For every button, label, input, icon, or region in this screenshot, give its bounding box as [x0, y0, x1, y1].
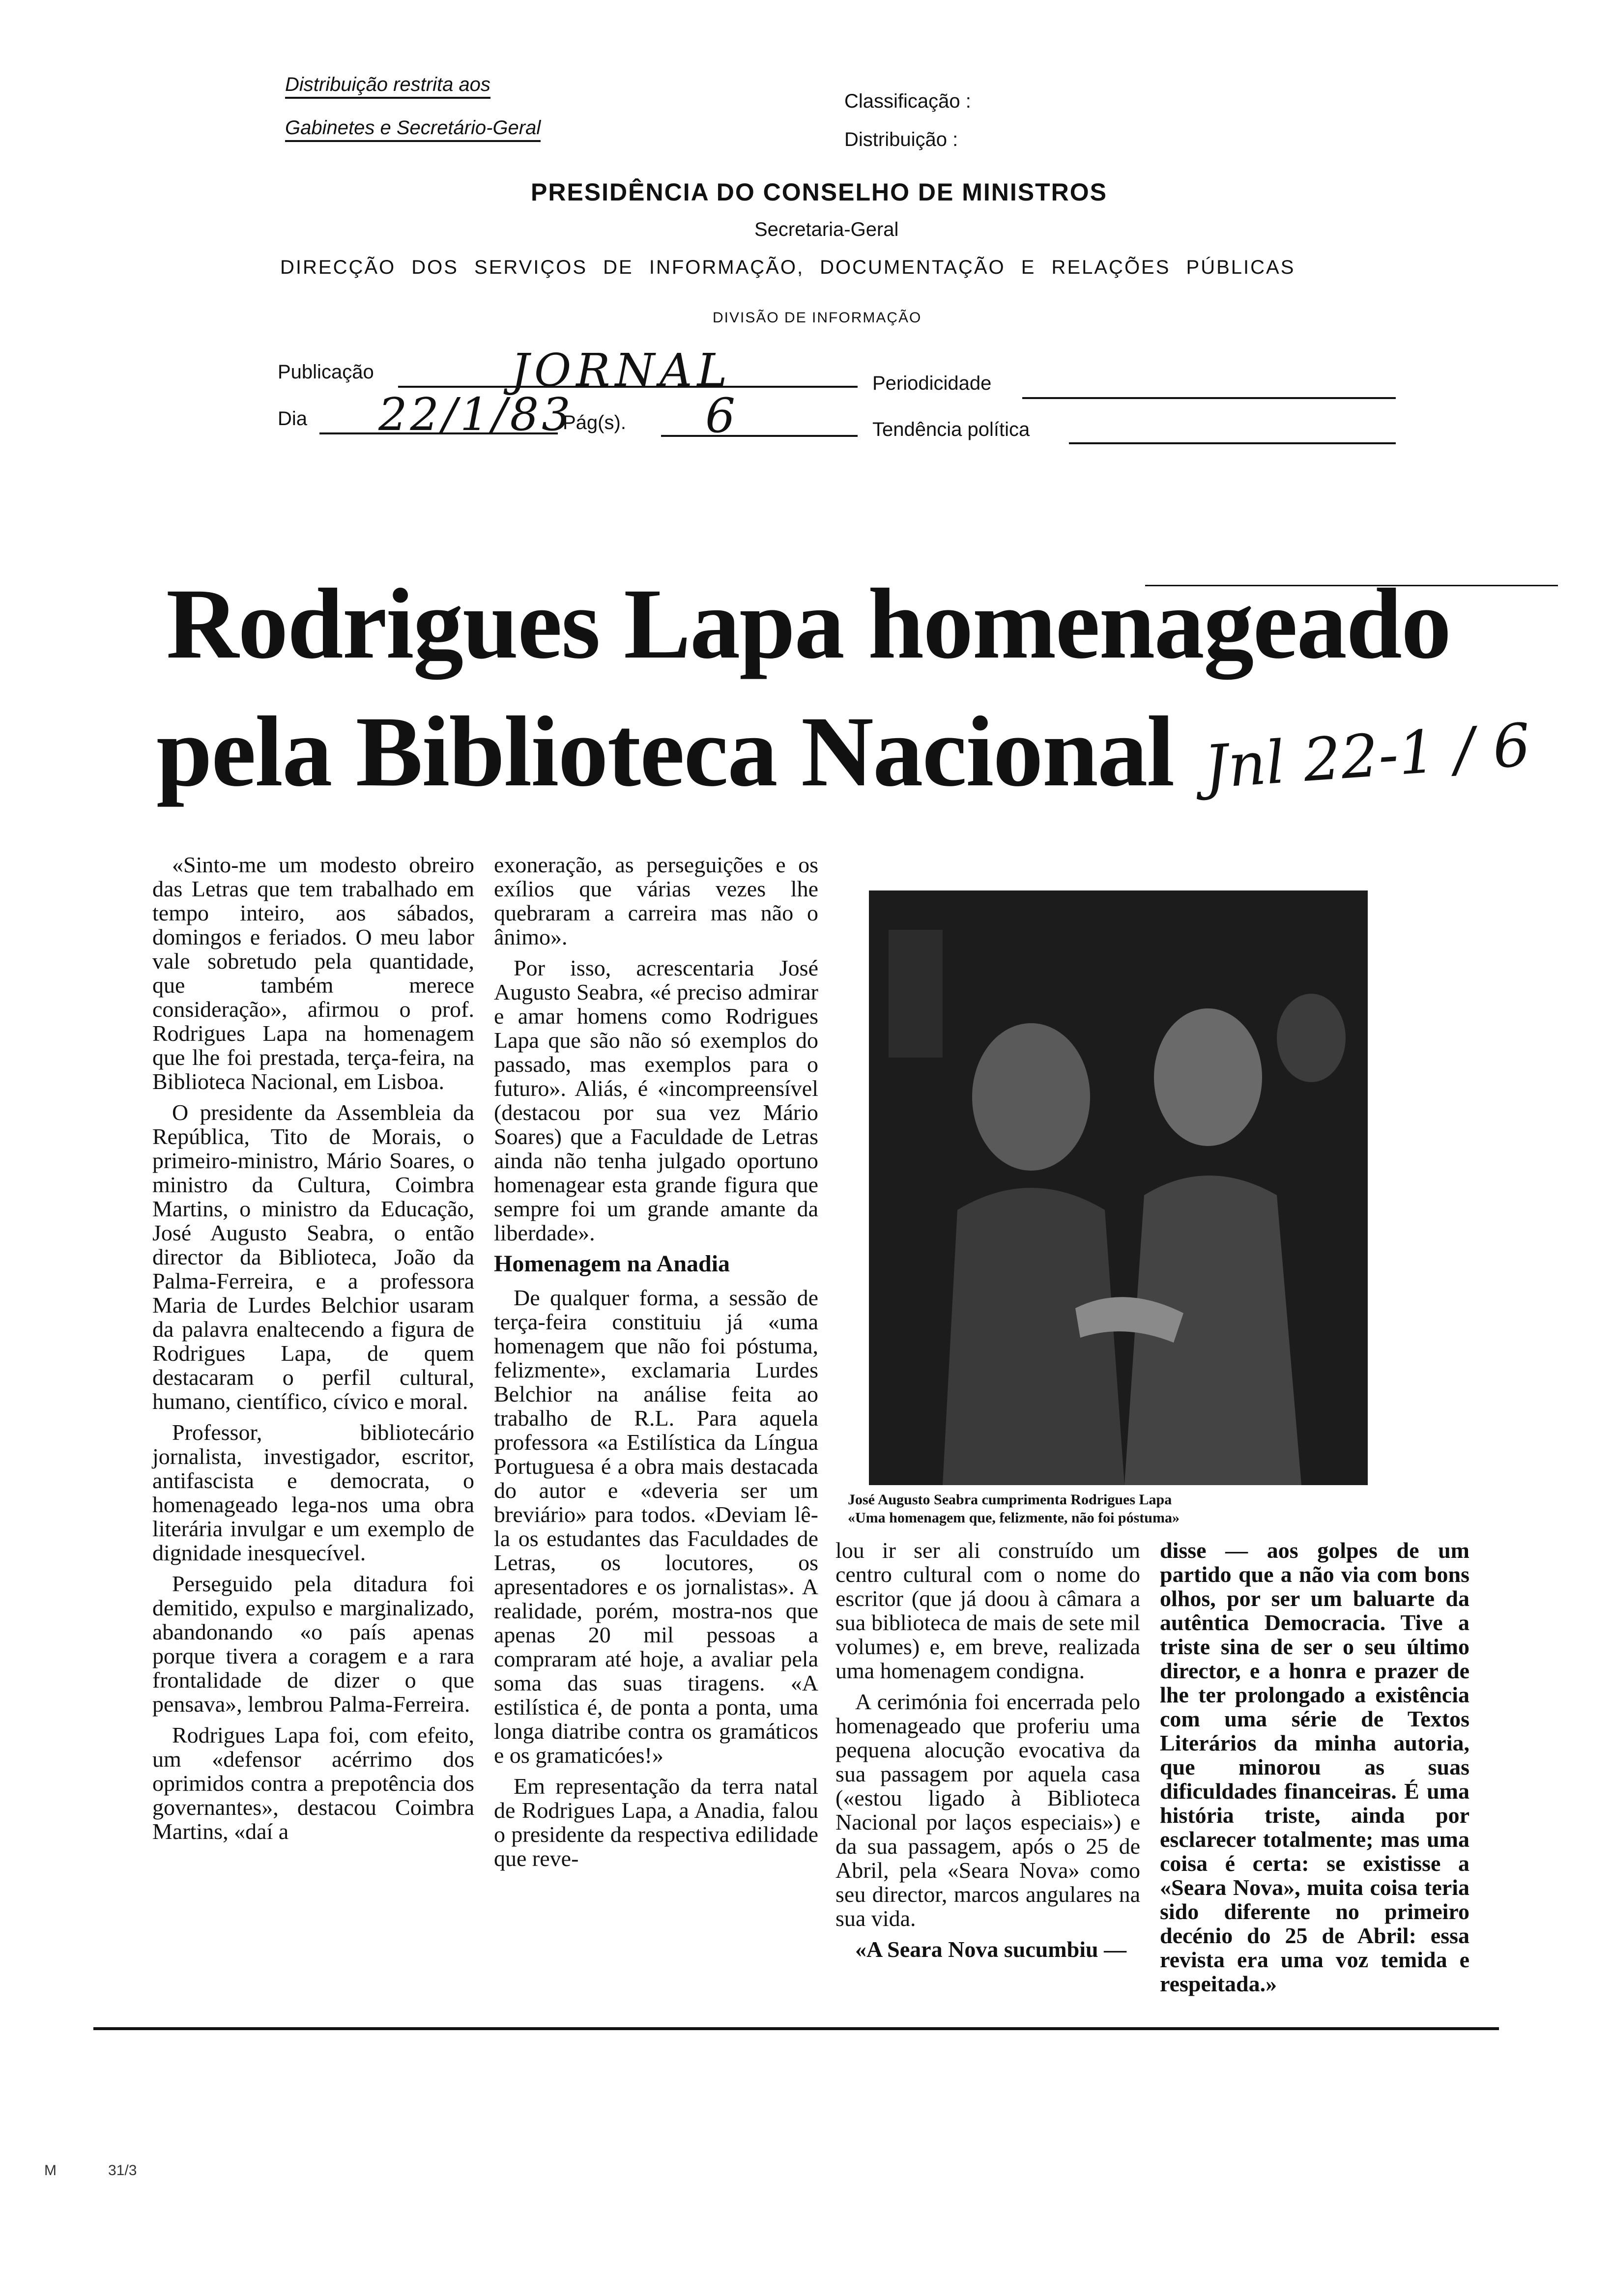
- photo-scene-icon: [869, 890, 1368, 1485]
- article-column-1: [152, 853, 474, 1850]
- dia-label: Dia: [278, 408, 308, 430]
- form-code-right: 31/3: [108, 2162, 137, 2179]
- paragraph: disse — aos golpes de um partido que a não via com bons olhos, por ser um baluarte da autêntica Democracia. Tive a triste sina de ser o seu último director, e a honra e prazer de lhe ter prolongado a existência com uma série de Textos Literários da minha autoria, que minorou as suas dificuldades financeiras. É uma história triste, ainda por esclarecer totalmente; mas uma coisa é certa: se existisse a «Seara Nova», muita coisa teria sido diferente no primeiro decénio do 25 de Abril: essa revista era uma voz temida e respeitada.»: [1160, 1538, 1469, 1996]
- pags-handwritten-value: 6: [705, 388, 736, 443]
- article-column-3: [835, 1538, 1140, 1968]
- headline-line2: pela Biblioteca Nacional: [156, 696, 1174, 807]
- paragraph: Por isso, acrescentaria José Augusto Seabra, «é preciso admirar e amar homens como Rodrigues Lapa que são não só exemplos do passado, mas exemplos para o futuro». Aliás, é «incompreensível (destacou por sua vez Mário Soares) que a Faculdade de Letras ainda não tenha julgado oportuno homenagear esta grande figura que sempre foi um grande amante da liberdade».: [494, 955, 818, 1245]
- tendencia-label: Tendência política: [872, 419, 1030, 440]
- photo-caption-line2: «Uma homenagem que, felizmente, não foi póstuma»: [848, 1510, 1180, 1526]
- restricted-distribution-line1: Distribuição restrita aos: [285, 74, 490, 99]
- article-column-4: [1160, 1538, 1469, 2003]
- photo-caption-line1: José Augusto Seabra cumprimenta Rodrigues Lapa: [848, 1492, 1172, 1508]
- publicacao-handwritten-value: JORNAL: [511, 344, 732, 397]
- paragraph: Professor, bibliotecário jornalista, investigador, escritor, antifascista e democrata, o homenageado lega-nos uma obra literária invulgar e um exemplo de dignidade inesquecível.: [152, 1420, 474, 1565]
- division-line: DIVISÃO DE INFORMAÇÃO: [713, 310, 922, 326]
- paragraph: De qualquer forma, a sessão de terça-feira constituiu já «uma homenagem que não foi póstuma, felizmente», exclamaria Lurdes Belchior na análise feita ao trabalho de R.L. Para aquela professora «a Estilística da Língua Portuguesa é a obra mais destacada do autor e «deveria ser um breviário» para todos. «Deviam lê-la os estudantes das Faculdades de Letras, os locutores, os apresentadores e os jornalistas». A realidade, porém, mostra-nos que apenas 20 mil pessoas a compraram até hoje, a avaliar pela soma das suas tiragens. «A estilística é, de ponta a ponta, uma longa diatribe contra os gramáticos e os gramaticóes!»: [494, 1285, 818, 1768]
- periodicidade-label: Periodicidade: [872, 373, 992, 394]
- paragraph: «Sinto-me um modesto obreiro das Letras que tem trabalhado em tempo inteiro, aos sábados, domingos e feriados. O meu labor vale sobretudo pela quantidade, que também merece consideração», afirmou o prof. Rodrigues Lapa na homenagem que lhe foi prestada, terça-feira, na Biblioteca Nacional, em Lisboa.: [152, 852, 474, 1094]
- paragraph: Perseguido pela ditadura foi demitido, expulso e marginalizado, abandonando «o país apenas porque tivera a coragem e a rara frontalidade de dizer o que pensava», lembrou Palma-Ferreira.: [152, 1571, 474, 1717]
- paragraph: lou ir ser ali construído um centro cultural com o nome do escritor (que já doou à câmara a sua biblioteca de mais de sete mil volumes) e, em breve, realizada uma homenagem condigna.: [835, 1538, 1140, 1683]
- paragraph: «A Seara Nova sucumbiu —: [855, 1937, 1127, 1962]
- restricted-distribution-line2: Gabinetes e Secretário-Geral: [285, 117, 541, 142]
- paragraph: O presidente da Assembleia da República, Tito de Morais, o primeiro-ministro, Mário Soares, o ministro da Cultura, Coimbra Martins, o ministro da Educação, José Augusto Seabra, o então director da Biblioteca, João da Palma-Ferreira, e a professora Maria de Lurdes Belchior usaram da palavra enaltecendo a figura de Rodrigues Lapa, de quem destacaram o perfil cultural, humano, científico, cívico e moral.: [152, 1100, 474, 1414]
- paragraph: A cerimónia foi encerrada pelo homenageado que proferiu uma pequena alocução evocativa da sua passagem por aquela casa («estou ligado à Biblioteca Nacional por laços especiais») e da sua passagem, após o 25 de Abril, pela «Seara Nova» como seu director, marcos angulares na sua vida.: [835, 1689, 1140, 1931]
- paragraph: Rodrigues Lapa foi, com efeito, um «defensor acérrimo dos oprimidos contra a prepotência dos governantes», destacou Coimbra Martins, «daí a: [152, 1722, 474, 1844]
- form-code-left: M: [44, 2162, 57, 2179]
- pags-field-line: [661, 435, 858, 437]
- directorate-line: DIRECÇÃO DOS SERVIÇOS DE INFORMAÇÃO, DOCUMENTAÇÃO E RELAÇÕES PÚBLICAS: [280, 257, 1295, 278]
- subheading: Homenagem na Anadia: [494, 1251, 730, 1277]
- pags-label: Pág(s).: [563, 412, 626, 433]
- publicacao-label: Publicação: [278, 361, 374, 383]
- paragraph: exoneração, as perseguições e os exílios que várias vezes lhe quebraram a carreira mas não o ânimo».: [494, 852, 818, 949]
- org-subtitle: Secretaria-Geral: [754, 219, 899, 240]
- periodicidade-field-line: [1022, 397, 1396, 399]
- paragraph: Em representação da terra natal de Rodrigues Lapa, a Anadia, falou o presidente da respectiva edilidade que reve-: [494, 1774, 818, 1871]
- handwritten-clipping-ref: Jnl 22-1 / 6: [1202, 711, 1533, 803]
- article-column-2: [494, 853, 818, 1877]
- classificacao-label: Classificação :: [844, 90, 971, 112]
- distribuicao-label: Distribuição :: [844, 129, 958, 150]
- org-title: PRESIDÊNCIA DO CONSELHO DE MINISTROS: [531, 178, 1108, 206]
- dia-handwritten-value: 22/1/83: [378, 388, 574, 441]
- clipping-bottom-rule: [93, 2027, 1499, 2030]
- headline-line1: Rodrigues Lapa homenageado: [166, 568, 1451, 680]
- article-photo: [869, 890, 1368, 1485]
- tendencia-field-line: [1069, 442, 1396, 444]
